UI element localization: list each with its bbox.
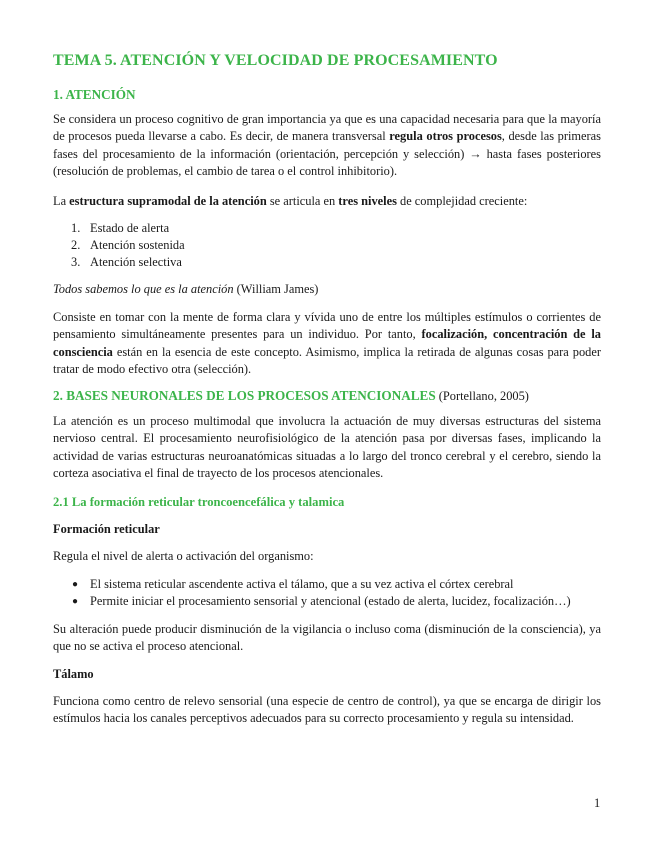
text-run: están en la esencia de este concepto. Asimismo, implica la retirada de algunas cosas para poder tratar de modo efectivo otra (selección). (53, 344, 601, 377)
text-run: , desde las primeras fases del procesamiento de la información (orientación, percepción y selección) → hasta fases posteriores (resolución de problemas, el cambio de tarea o el control inhibitorio). (53, 129, 602, 179)
list-number: 2. (71, 238, 81, 252)
subsection-2-1-heading: 2.1 La formación reticular troncoencefálica y talamica (53, 495, 345, 509)
list-item-text: Atención sostenida (90, 238, 185, 252)
text-run: Se considera un proceso cognitivo de gran importancia ya que es una capacidad necesaria para que la mayoría de procesos pueda llevarse a cabo. Es decir, de manera transversal (53, 112, 601, 144)
formacion-reticular-bullets (53, 576, 571, 610)
heading-reference: (Portellano, 2005) (435, 389, 529, 403)
list-item-text: Atención selectiva (90, 255, 182, 269)
text-run: La (53, 194, 70, 208)
bold-run: regula otros procesos (389, 129, 502, 144)
talamo-title: Tálamo (53, 667, 94, 681)
list-item-text: Estado de alerta (90, 221, 170, 235)
text-run: de complejidad creciente: (396, 194, 528, 208)
bold-run: estructura supramodal de la atención (69, 194, 267, 208)
list-item (53, 254, 185, 271)
william-james-quote (53, 281, 601, 298)
bullet-icon: ● (72, 596, 79, 607)
list-item (53, 220, 185, 237)
document-title: TEMA 5. ATENCIÓN Y VELOCIDAD DE PROCESAMIENTO (53, 52, 498, 69)
list-number: 1. (71, 221, 81, 235)
formacion-reticular-title: Formación reticular (53, 522, 160, 536)
heading-text: 2. BASES NEURONALES DE LOS PROCESOS ATENCIONALES (53, 388, 436, 403)
list-item-text: El sistema reticular ascendente activa el tálamo, que a su vez activa el córtex cerebral (90, 577, 514, 591)
section-1-paragraph-2 (53, 193, 601, 210)
section-2-paragraph-1: La atención es un proceso multimodal que involucra la actuación de muy diversas estructuras del sistema nervioso central. El procesamiento neurofisiológico de la atención pasa por diversas fases, implicando la actividad de varias estructuras neuroanatómicas situadas a lo largo del tronco cerebral y el cerebro, siendo la corteza asociativa el final de trayecto de los procesos atencionales. (53, 414, 601, 481)
page-number: 1 (594, 796, 601, 810)
talamo-paragraph: Funciona como centro de relevo sensorial (una especie de centro de control), ya que se encarga de dirigir los estímulos hacia los canales perceptivos adecuados para su correcto procesamiento y regula su intensidad. (53, 694, 601, 726)
attention-levels-list (53, 220, 185, 271)
list-number: 3. (71, 255, 81, 269)
quote-author: (William James) (233, 282, 319, 296)
list-item (53, 237, 185, 254)
quote-text: Todos sabemos lo que es la atención (53, 282, 234, 296)
section-1-paragraph-3 (53, 309, 601, 379)
text-run: Consiste en tomar con la mente de forma clara y vívida uno de entre los múltiples estímulos o corrientes de pensamiento simultáneamente presentes para un individuo. Por tanto, (53, 310, 601, 342)
section-2-heading (53, 387, 529, 405)
formacion-reticular-intro: Regula el nivel de alerta o activación del organismo: (53, 549, 314, 563)
list-item-text: Permite iniciar el procesamiento sensorial y atencional (estado de alerta, lucidez, focalización…) (90, 594, 571, 608)
section-1-heading: 1. ATENCIÓN (53, 87, 136, 102)
section-1-paragraph-1 (53, 111, 601, 181)
list-item (53, 593, 571, 610)
text-run: se articula en (266, 194, 339, 208)
list-item (53, 576, 571, 593)
bullet-icon: ● (72, 579, 79, 590)
bold-run: focalización, concentración de la consciencia (53, 327, 602, 359)
bold-run: tres niveles (338, 194, 397, 208)
formacion-reticular-paragraph-2: Su alteración puede producir disminución de la vigilancia o incluso coma (disminución de la consciencia), ya que no se activa el proceso atencional. (53, 622, 601, 654)
